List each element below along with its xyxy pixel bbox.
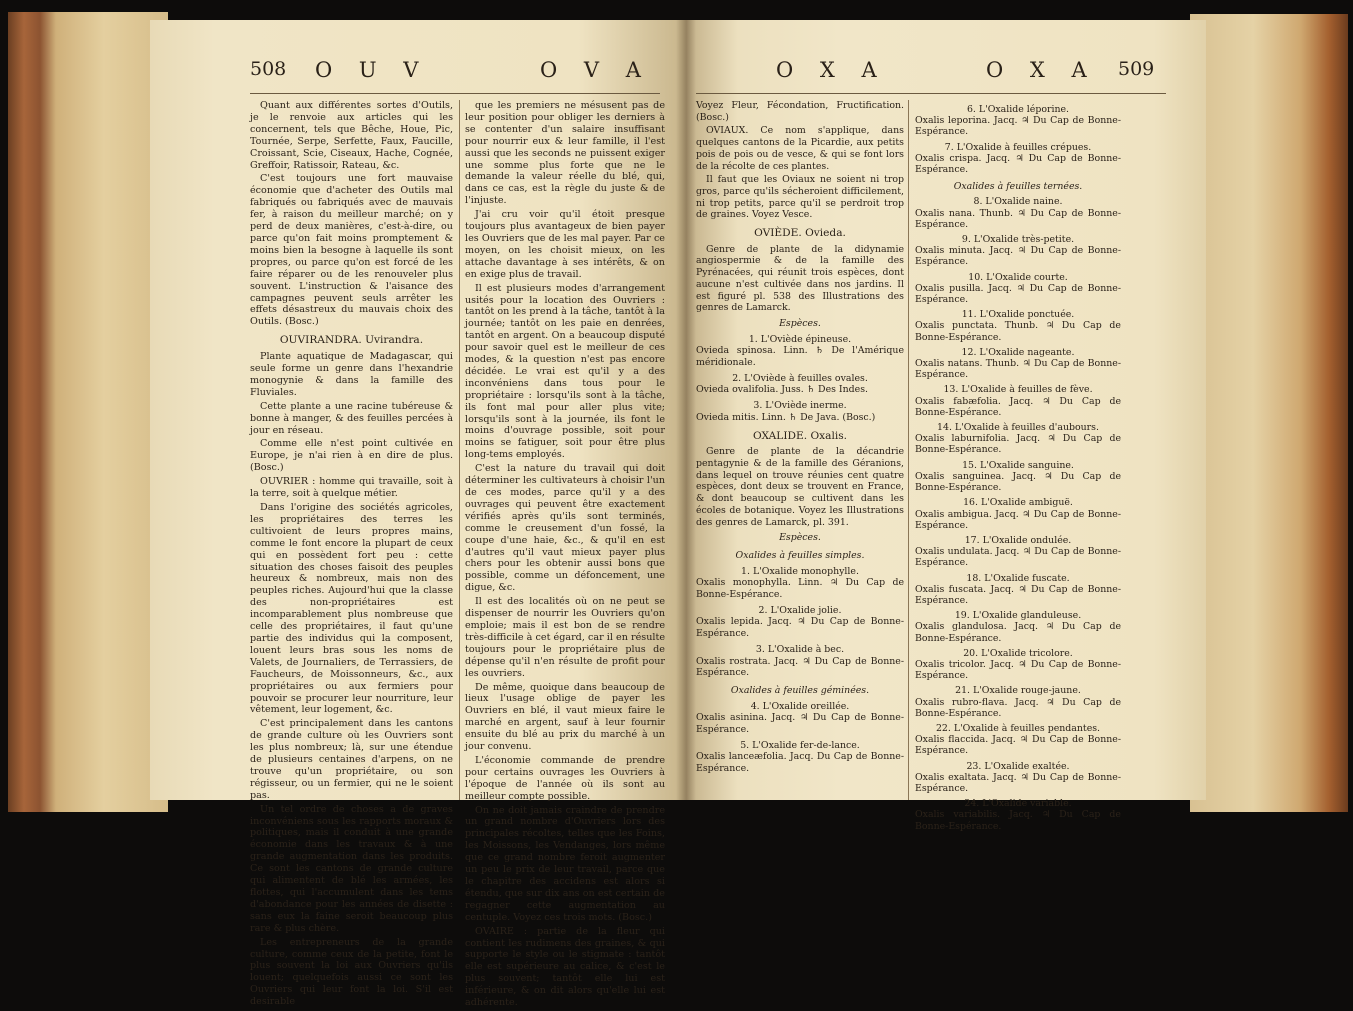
species-latin: Oxalis exaltata. Jacq. ♃ Du Cap de Bonne-Espérance. [915, 771, 1121, 794]
species-latin: Oxalis fabæfolia. Jacq. ♃ Du Cap de Bonne-Espérance. [915, 395, 1121, 418]
species-entry: 16. L'Oxalide ambiguë. [963, 497, 1073, 509]
species-entry: 22. L'Oxalide à feuilles pendantes. [935, 722, 1101, 734]
entry-heading: OXALIDE. Oxalis. [752, 429, 848, 442]
species-entry: 20. L'Oxalide tricolore. [963, 647, 1073, 659]
species-entry: 5. L'Oxalide fer-de-lance. [740, 739, 860, 751]
book-cover-right [1190, 14, 1348, 812]
paragraph: Quant aux différentes sortes d'Outils, je le renvoie aux articles qui les concernent, tels que Bêche, Houe, Pic, Tournée, Serpe, Serfette, Faux, Faucille, Croissant, Scie, Ciseaux, Hache, Cognée, Greffoir, Ratissoir, Rateau, &c. [250, 100, 453, 171]
entry-heading: OUVIRANDRA. Uvirandra. [279, 334, 424, 347]
species-latin: Oxalis monophylla. Linn. ♃ Du Cap de Bonne-Espérance. [696, 577, 904, 601]
section-heading: Espèces. [779, 532, 821, 544]
paragraph: C'est toujours une fort mauvaise économie que d'acheter des Outils mal fabriqués ou fabriqués avec de mauvais fer, à raison du meilleur marché; on y perd de deux manières, c'est-à-dire, ou parce qu'on fait moins promptement & moins bien la besogne à laquelle ils sont propres, ou parce qu'on est forcé de les faire réparer ou de les renouveler plus souvent. L'instruction & l'aisance des campagnes peuvent seuls arrêter les effets désastreux du mauvais choix des Outils. (Bosc.) [250, 173, 453, 328]
left-page-column-2 [465, 100, 665, 1011]
species-latin: Oxalis variabilis. Jacq. ♃ Du Cap de Bonne-Espérance. [915, 809, 1121, 832]
paragraph: que les premiers ne mésusent pas de leur position pour obliger les derniers à se contenter d'un salaire insuffisant pour nourrir eux & leur famille, il l'est aussi que les seconds ne puissent exiger une somme plus forte que ne le demande la valeur réelle du blé, qui, dans ce cas, est la règle du juste & de l'injuste. [465, 100, 665, 207]
running-head-right-2: O X A [986, 58, 1097, 82]
paragraph: Genre de plante de la décandrie pentagynie & de la famille des Géranions, dans lequel on trouve réunies cent quatre espèces, dont deux se trouvent en France, & dont beaucoup se cultivent dans les écoles de botanique. Voyez les Illustrations des genres de Lamarck, pl. 391. [696, 446, 904, 528]
species-latin: Oxalis flaccida. Jacq. ♃ Du Cap de Bonne-Espérance. [915, 734, 1121, 757]
species-entry: 12. L'Oxalide nageante. [961, 346, 1075, 358]
page-number-right: 509 [1118, 58, 1155, 80]
page-number-left: 508 [250, 58, 287, 80]
species-entry: 1. L'Oxalide monophylle. [741, 565, 859, 577]
species-entry: 19. L'Oxalide glanduleuse. [954, 610, 1082, 622]
paragraph: Comme elle n'est point cultivée en Europe, je n'ai rien à en dire de plus. (Bosc.) [250, 438, 453, 474]
species-entry: 3. L'Oxalide à bec. [755, 643, 845, 655]
species-latin: Oxalis lanceæfolia. Jacq. Du Cap de Bonne-Espérance. [696, 751, 904, 775]
species-entry: 13. L'Oxalide à feuilles de fève. [943, 384, 1093, 396]
paragraph: Genre de plante de la didynamie angiospermie & de la famille des Pyrénacées, qui réunit trois espèces, dont aucune n'est cultivée dans nos jardins. Il est figuré pl. 538 des Illustrations des genres de Lamarck. [696, 243, 904, 314]
species-latin: Oxalis rubro-flava. Jacq. ♃ Du Cap de Bonne-Espérance. [915, 696, 1121, 719]
species-latin: Oxalis glandulosa. Jacq. ♃ Du Cap de Bonne-Espérance. [915, 621, 1121, 644]
species-latin: Oxalis fuscata. Jacq. ♃ Du Cap de Bonne-Espérance. [915, 583, 1121, 606]
species-entry: 18. L'Oxalide fuscate. [966, 572, 1070, 584]
species-latin: Oxalis natans. Thunb. ♃ Du Cap de Bonne-Espérance. [915, 358, 1121, 381]
section-heading: Oxalides à feuilles géminées. [730, 684, 870, 696]
species-entry: 2. L'Oxalide jolie. [758, 604, 842, 616]
paragraph: Les entrepreneurs de la grande culture, comme ceux de la petite, font le plus souvent la loi aux Ouvriers qu'ils louent; quelquefois aussi ce sont les Ouvriers qui leur font la loi. S'il est desirable [250, 936, 453, 1008]
species-latin: Oxalis ambigua. Jacq. ♃ Du Cap de Bonne-Espérance. [915, 508, 1121, 531]
species-latin: Oxalis asinina. Jacq. ♃ Du Cap de Bonne-Espérance. [696, 712, 904, 736]
species-entry: 11. L'Oxalide ponctuée. [961, 309, 1075, 321]
species-entry: 7. L'Oxalide à feuilles crépues. [944, 141, 1092, 153]
species-latin: Oxalis punctata. Thunb. ♃ Du Cap de Bonne-Espérance. [915, 320, 1121, 343]
paragraph: Cette plante a une racine tubéreuse & bonne à manger, & des feuilles percées à jour en réseau. [250, 400, 453, 436]
species-entry: 6. L'Oxalide léporine. [966, 104, 1070, 115]
paragraph: Dans l'origine des sociétés agricoles, les propriétaires des terres les cultivoient de leurs propres mains, comme le font encore la plupart de ceux qui en possèdent fort peu : cette situation des choses faisoit des peuples heureux & nombreux, mais non des peuples riches. Aujourd'hui que la classe des non-propriétaires est incomparablement plus nombreuse que celle des propriétaires, il faut qu'une partie des individus qui la composent, louent leurs bras sous les noms de Valets, de Journaliers, de Terrassiers, de Faucheurs, de Moissonneurs, &c., aux propriétaires ou aux fermiers pour pouvoir se procurer leur nourriture, leur vêtement, leur logement, &c. [250, 502, 453, 716]
species-latin: Oxalis lepida. Jacq. ♃ Du Cap de Bonne-Espérance. [696, 616, 904, 640]
species-latin: Oxalis laburnifolia. Jacq. ♃ Du Cap de Bonne-Espérance. [915, 433, 1121, 456]
species-entry: 10. L'Oxalide courte. [968, 271, 1068, 283]
species-entry: 21. L'Oxalide rouge-jaune. [955, 685, 1081, 697]
book-cover-left [8, 12, 168, 812]
species-latin: Oxalis nana. Thunb. ♃ Du Cap de Bonne-Espérance. [915, 207, 1121, 230]
right-page-column-1 [696, 100, 904, 777]
species-entry: 24. L'Oxalide variable. [964, 798, 1072, 810]
running-head-left-1: O U V [315, 58, 429, 82]
paragraph: Un tel ordre de choses a de graves inconvéniens sous les rapports moraux & politiques, mais il conduit à une grande économie dans les travaux & à une grande augmentation dans les produits. Ce sont les cantons de grande culture qui alimentent de blé les armées, les flottes, qui l'accumulent dans les tems d'abondance pour les années de disette : sans eux la faine seroit beaucoup plus rare & plus chère. [250, 803, 453, 934]
species-latin: Ovieda spinosa. Linn. ♄ De l'Amérique méridionale. [696, 345, 904, 369]
species-entry: 9. L'Oxalide très-petite. [961, 234, 1075, 246]
species-latin: Oxalis sanguinea. Jacq. ♃ Du Cap de Bonne-Espérance. [915, 470, 1121, 494]
species-entry: 2. L'Oviède à feuilles ovales. [732, 372, 868, 384]
species-latin: Oxalis crispa. Jacq. ♃ Du Cap de Bonne-Espérance. [915, 152, 1121, 176]
paragraph: Il est des localités où on ne peut se dispenser de nourrir les Ouvriers qu'on emploie; mais il est bon de se rendre très-difficile à cet égard, car il en résulte toujours pour le propriétaire plus de dépense qu'il n'en résulte de profit pour les ouvriers. [465, 596, 665, 679]
species-entry: 3. L'Oviède inerme. [753, 400, 847, 412]
species-entry: 17. L'Oxalide ondulée. [964, 534, 1072, 546]
paragraph: C'est la nature du travail qui doit déterminer les cultivateurs à choisir l'un de ces modes, parce qu'il y a des ouvrages qui peuvent être exactement vérifiés après qu'ils sont terminés, comme le creusement d'un fossé, la coupe d'une haie, &c., & qu'il en est d'autres qu'il vaut mieux payer plus chers pour les obtenir aussi bons que possible, comme un défoncement, une digue, &c. [465, 463, 665, 594]
species-latin: Ovieda mitis. Linn. ♄ De Java. (Bosc.) [696, 411, 876, 423]
species-entry: 1. L'Oviède épineuse. [748, 333, 852, 345]
header-rule-right [696, 93, 1166, 94]
running-head-left-2: O V A [540, 58, 651, 82]
section-heading: Oxalides à feuilles simples. [735, 549, 865, 561]
header-rule-left [250, 93, 660, 94]
species-latin: Ovieda ovalifolia. Juss. ♄ Des Indes. [696, 384, 868, 396]
right-page [686, 20, 1206, 832]
running-head-right-1: O X A [776, 58, 887, 82]
paragraph: Il faut que les Oviaux ne soient ni trop gros, parce qu'ils sécheroient difficilement, ni trop petits, parce qu'il se perdroit trop de graines. Voyez Vesce. [696, 174, 904, 221]
right-page-column-2 [915, 100, 1121, 834]
paragraph: On ne doit jamais craindre de prendre un grand nombre d'Ouvriers lors des principales récoltes, telles que les Foins, les Moissons, les Vendanges, lors même que ce grand nombre feroit augmenter un peu le prix de leur travail, parce que le chapitre des accidens est alors si étendu, que sur dix ans on est certain de regagner cette augmentation au centuple. Voyez ces trois mots. (Bosc.) [465, 804, 665, 923]
species-latin: Oxalis pusilla. Jacq. ♃ Du Cap de Bonne-Espérance. [915, 282, 1121, 306]
section-heading: Espèces. [779, 317, 821, 329]
species-latin: Oxalis undulata. Jacq. ♃ Du Cap de Bonne-Espérance. [915, 546, 1121, 569]
paragraph: Il est plusieurs modes d'arrangement usités pour la location des Ouvriers : tantôt on les prend à la tâche, tantôt à la journée; tantôt on les paie en denrées, tantôt en argent. On a beaucoup disputé pour savoir quel est le meilleur de ces modes, & la question n'est pas encore décidée. Le vrai est qu'il y a des inconvéniens dans tous pour le propriétaire : lorsqu'ils sont à la tâche, ils font mal pour aller plus vite; lorsqu'ils sont à la journée, ils font le moins d'ouvrage possible, soit pour moins se fatiguer, soit pour être plus long-tems employés. [465, 282, 665, 461]
paragraph: L'économie commande de prendre pour certains ouvrages les Ouvriers à l'époque de l'année où ils sont au meilleur compte possible. [465, 754, 665, 802]
species-entry: 14. L'Oxalide à feuilles d'aubours. [937, 422, 1099, 434]
species-latin: Oxalis leporina. Jacq. ♃ Du Cap de Bonne-Espérance. [915, 115, 1121, 138]
section-heading: Oxalides à feuilles ternées. [953, 181, 1083, 193]
paragraph: OVAIRE : partie de la fleur qui contient les rudimens des graines, & qui supporte le style ou le stigmate : tantôt elle est supérieure au calice, & c'est le plus souvent; tantôt elle lui est inférieure, & on dit alors qu'elle lui est adhérente. [465, 925, 665, 1009]
species-latin: Oxalis rostrata. Jacq. ♃ Du Cap de Bonne-Espérance. [696, 655, 904, 679]
species-entry: 23. L'Oxalide exaltée. [966, 760, 1070, 772]
column-rule-left [459, 100, 460, 800]
left-page-column-1 [250, 100, 453, 1010]
species-entry: 4. L'Oxalide oreillée. [750, 700, 850, 712]
species-entry: 8. L'Oxalide naine. [973, 196, 1063, 208]
species-latin: Oxalis minuta. Jacq. ♃ Du Cap de Bonne-Espérance. [915, 245, 1121, 268]
paragraph: OUVRIER : homme qui travaille, soit à la terre, soit à quelque métier. [250, 476, 453, 500]
book-gutter [676, 20, 696, 800]
paragraph: J'ai cru voir qu'il étoit presque toujours plus avantageux de bien payer les Ouvriers que de les mal payer. Par ce moyen, on les choisit mieux, on les attache davantage à ses intérêts, & on en exige plus de travail. [465, 209, 665, 280]
species-latin: Voyez Fleur, Fécondation, Fructification. (Bosc.) [696, 100, 904, 123]
column-rule-right [908, 100, 909, 800]
paragraph: De même, quoique dans beaucoup de lieux l'usage oblige de payer les Ouvriers en blé, il vaut mieux faire le marché en argent, sauf à leur fournir ensuite du blé au prix du marché à un jour convenu. [465, 681, 665, 753]
paragraph: OVIAUX. Ce nom s'applique, dans quelques cantons de la Picardie, aux petits pois de pois ou de vesce, & qui se font lors de la récolte de ces plantes. [696, 125, 904, 172]
species-latin: Oxalis tricolor. Jacq. ♃ Du Cap de Bonne-Espérance. [915, 658, 1121, 682]
species-entry: 15. L'Oxalide sanguine. [962, 459, 1074, 471]
paragraph: Plante aquatique de Madagascar, qui seule forme un genre dans l'hexandrie monogynie & dans la famille des Fluviales. [250, 351, 453, 398]
paragraph: C'est principalement dans les cantons de grande culture où les Ouvriers sont les plus nombreux; là, sur une étendue de plusieurs centaines d'arpens, on ne trouve qu'un propriétaire, ou son régisseur, ou un fermier, qui ne le soient pas. [250, 718, 453, 801]
entry-heading: OVIÈDE. Ovieda. [754, 227, 846, 240]
left-page [150, 20, 686, 1009]
